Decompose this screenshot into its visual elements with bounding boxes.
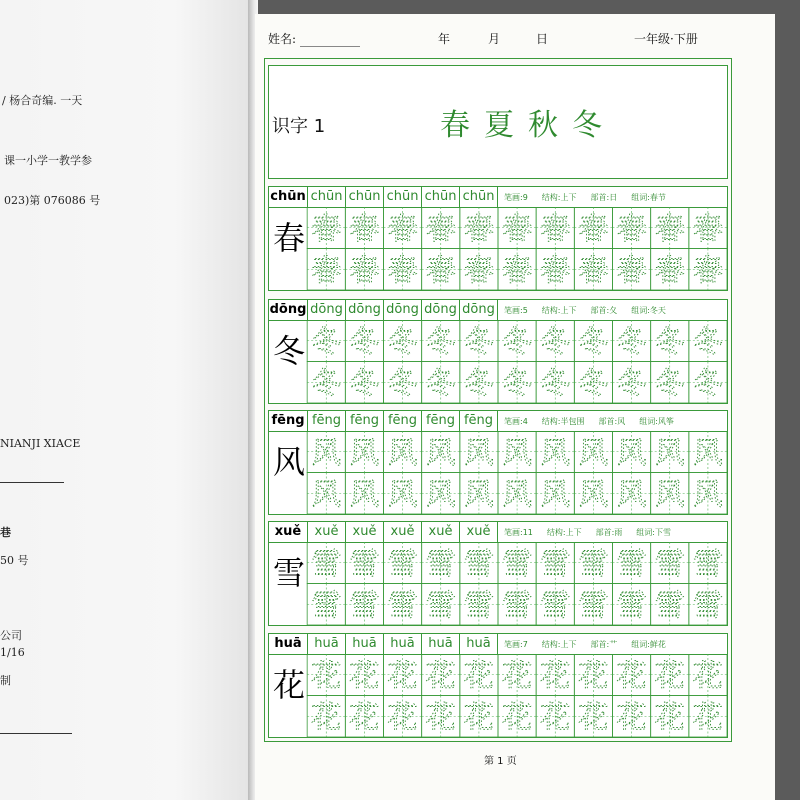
pinyin-trace: huā xyxy=(459,634,497,654)
info-strokes: 笔画:5 xyxy=(504,305,528,315)
trace-char: 冬 xyxy=(654,366,685,402)
pinyin-trace: chūn xyxy=(459,187,497,207)
writing-grid xyxy=(269,207,727,290)
left-rule xyxy=(0,482,64,483)
pinyin-main: fēng xyxy=(271,413,305,428)
pinyin-trace: chūn xyxy=(421,187,459,207)
trace-char: 花 xyxy=(311,658,342,694)
character-block xyxy=(268,299,728,404)
trace-char: 春 xyxy=(349,253,380,289)
pinyin-trace: xuě xyxy=(459,522,497,542)
trace-char: 春 xyxy=(349,211,380,247)
trace-char: 冬 xyxy=(387,366,418,402)
name-label: 姓名: xyxy=(268,32,297,46)
left-text-line: 制 xyxy=(0,674,11,687)
trace-char: 春 xyxy=(502,253,533,289)
trace-char: 风 xyxy=(502,477,533,513)
pinyin-trace: fēng xyxy=(345,411,383,431)
trace-char: 花 xyxy=(502,700,533,736)
trace-char: 冬 xyxy=(502,324,533,360)
pinyin-trace: huā xyxy=(345,634,383,654)
trace-char: 风 xyxy=(311,435,342,471)
left-text-line: NIANJI XIACE xyxy=(0,437,81,450)
trace-char: 风 xyxy=(425,435,456,471)
pinyin-trace: dōng xyxy=(345,300,383,320)
trace-char: 冬 xyxy=(654,324,685,360)
trace-char: 花 xyxy=(692,700,723,736)
trace-char: 雪 xyxy=(540,546,571,582)
pinyin-row xyxy=(269,522,727,543)
trace-char: 雪 xyxy=(616,546,647,582)
trace-char: 风 xyxy=(654,435,685,471)
trace-char: 春 xyxy=(425,211,456,247)
trace-char: 冬 xyxy=(425,366,456,402)
trace-char: 花 xyxy=(425,700,456,736)
pinyin-row xyxy=(269,300,727,321)
trace-char: 花 xyxy=(578,658,609,694)
trace-char: 风 xyxy=(540,435,571,471)
trace-char: 雪 xyxy=(425,588,456,624)
trace-char: 冬 xyxy=(311,366,342,402)
pinyin-trace: chūn xyxy=(345,187,383,207)
trace-char: 风 xyxy=(387,435,418,471)
trace-char: 花 xyxy=(311,700,342,736)
trace-char: 花 xyxy=(463,700,494,736)
info-strokes: 笔画:4 xyxy=(504,416,528,426)
trace-char: 春 xyxy=(654,253,685,289)
left-text-line: 公司 xyxy=(0,629,22,642)
pinyin-main: xuě xyxy=(274,524,302,539)
trace-char: 雪 xyxy=(654,546,685,582)
month-label: 月 xyxy=(488,32,501,46)
trace-char: 春 xyxy=(425,253,456,289)
trace-char: 雪 xyxy=(349,588,380,624)
char-info xyxy=(497,522,727,542)
trace-char: 春 xyxy=(311,253,342,289)
trace-char: 风 xyxy=(616,435,647,471)
trace-char: 春 xyxy=(578,253,609,289)
trace-char: 冬 xyxy=(692,324,723,360)
pinyin-trace: chūn xyxy=(307,187,345,207)
pinyin-row xyxy=(269,634,727,655)
pinyin-trace: dōng xyxy=(421,300,459,320)
trace-char: 冬 xyxy=(502,366,533,402)
info-radical: 部首:风 xyxy=(598,416,626,426)
trace-char: 花 xyxy=(349,700,380,736)
info-structure: 结构:上下 xyxy=(541,305,577,315)
left-text-line: 课一小学一教学参 xyxy=(4,154,92,167)
trace-char: 风 xyxy=(425,477,456,513)
grade-label: 一年级·下册 xyxy=(634,32,698,46)
trace-char: 冬 xyxy=(463,324,494,360)
trace-char: 风 xyxy=(692,435,723,471)
trace-char: 春 xyxy=(463,211,494,247)
pinyin-row xyxy=(269,411,727,432)
trace-char: 风 xyxy=(463,477,494,513)
trace-char: 冬 xyxy=(578,366,609,402)
left-text-line: 50 号 xyxy=(0,554,29,567)
trace-char: 雪 xyxy=(387,588,418,624)
trace-char: 雪 xyxy=(311,546,342,582)
trace-char: 风 xyxy=(349,435,380,471)
trace-char: 雪 xyxy=(578,588,609,624)
model-character: 冬 xyxy=(272,332,305,370)
writing-grid xyxy=(269,654,727,737)
trace-char: 冬 xyxy=(692,366,723,402)
char-info xyxy=(497,634,727,654)
trace-char: 花 xyxy=(692,658,723,694)
trace-char: 春 xyxy=(692,211,723,247)
pinyin-row xyxy=(269,187,727,208)
trace-char: 风 xyxy=(616,477,647,513)
info-structure: 结构:上下 xyxy=(546,527,582,537)
trace-char: 冬 xyxy=(463,366,494,402)
trace-char: 花 xyxy=(387,658,418,694)
left-text-line: / 杨合奇编. 一天 xyxy=(2,94,83,107)
pinyin-trace: fēng xyxy=(307,411,345,431)
trace-char: 雪 xyxy=(654,588,685,624)
trace-char: 雪 xyxy=(692,546,723,582)
info-strokes: 笔画:11 xyxy=(504,527,533,537)
trace-char: 冬 xyxy=(540,366,571,402)
trace-char: 风 xyxy=(502,435,533,471)
trace-char: 雪 xyxy=(540,588,571,624)
info-structure: 结构:上下 xyxy=(541,192,577,202)
model-character: 春 xyxy=(272,219,305,257)
trace-char: 花 xyxy=(502,658,533,694)
trace-char: 雪 xyxy=(502,546,533,582)
pinyin-trace: chūn xyxy=(383,187,421,207)
info-structure: 结构:上下 xyxy=(541,639,577,649)
model-character: 风 xyxy=(272,443,305,481)
trace-char: 春 xyxy=(502,211,533,247)
trace-char: 春 xyxy=(578,211,609,247)
char-info xyxy=(497,411,727,431)
trace-char: 花 xyxy=(463,658,494,694)
lesson-title: 识字 1 xyxy=(272,116,326,137)
trace-char: 冬 xyxy=(311,324,342,360)
trace-char: 春 xyxy=(311,211,342,247)
trace-char: 雪 xyxy=(578,546,609,582)
trace-char: 冬 xyxy=(349,324,380,360)
trace-char: 春 xyxy=(654,211,685,247)
info-word: 组词:风筝 xyxy=(639,416,674,426)
trace-char: 风 xyxy=(349,477,380,513)
trace-char: 春 xyxy=(540,211,571,247)
trace-char: 雪 xyxy=(311,588,342,624)
trace-char: 冬 xyxy=(387,324,418,360)
pinyin-trace: fēng xyxy=(421,411,459,431)
trace-char: 冬 xyxy=(540,324,571,360)
left-text-line: 巷 xyxy=(0,526,11,539)
page-number: 第 1 页 xyxy=(484,756,517,767)
info-radical: 部首:雨 xyxy=(595,527,623,537)
pinyin-trace: dōng xyxy=(307,300,345,320)
trace-char: 风 xyxy=(387,477,418,513)
pinyin-main: dōng xyxy=(269,302,307,317)
trace-char: 冬 xyxy=(616,324,647,360)
trace-char: 冬 xyxy=(616,366,647,402)
trace-char: 风 xyxy=(311,477,342,513)
trace-char: 风 xyxy=(540,477,571,513)
writing-grid xyxy=(269,320,727,403)
left-rule xyxy=(0,733,72,734)
pinyin-trace: huā xyxy=(383,634,421,654)
info-word: 组词:鲜花 xyxy=(631,639,666,649)
info-radical: 部首:夂 xyxy=(590,305,618,315)
trace-char: 春 xyxy=(463,253,494,289)
char-info xyxy=(497,187,727,207)
poem-title: 春夏秋冬 xyxy=(440,108,616,143)
trace-char: 冬 xyxy=(578,324,609,360)
pinyin-main: chūn xyxy=(270,189,306,204)
character-block xyxy=(268,633,728,738)
pinyin-main: huā xyxy=(274,636,302,651)
info-structure: 结构:半包围 xyxy=(541,416,585,426)
trace-char: 花 xyxy=(578,700,609,736)
info-strokes: 笔画:9 xyxy=(504,192,528,202)
pinyin-trace: xuě xyxy=(421,522,459,542)
trace-char: 花 xyxy=(387,700,418,736)
info-radical: 部首:艹 xyxy=(590,639,618,649)
character-block xyxy=(268,410,728,515)
pinyin-trace: dōng xyxy=(383,300,421,320)
model-character: 花 xyxy=(272,666,305,704)
character-block xyxy=(268,521,728,626)
trace-char: 春 xyxy=(692,253,723,289)
trace-char: 风 xyxy=(578,435,609,471)
left-text-line: 023)第 076086 号 xyxy=(4,194,101,207)
trace-char: 风 xyxy=(654,477,685,513)
pinyin-trace: xuě xyxy=(345,522,383,542)
character-block xyxy=(268,186,728,291)
trace-char: 风 xyxy=(692,477,723,513)
left-text-line: 1/16 xyxy=(0,646,25,659)
info-radical: 部首:日 xyxy=(590,192,618,202)
pinyin-trace: fēng xyxy=(459,411,497,431)
writing-grid xyxy=(269,542,727,625)
trace-char: 雪 xyxy=(349,546,380,582)
trace-char: 花 xyxy=(616,700,647,736)
trace-char: 春 xyxy=(616,253,647,289)
trace-char: 花 xyxy=(425,658,456,694)
trace-char: 花 xyxy=(540,700,571,736)
pinyin-trace: xuě xyxy=(383,522,421,542)
trace-char: 雪 xyxy=(387,546,418,582)
pinyin-trace: huā xyxy=(307,634,345,654)
pinyin-trace: huā xyxy=(421,634,459,654)
trace-char: 雪 xyxy=(463,546,494,582)
trace-char: 冬 xyxy=(425,324,456,360)
pinyin-trace: dōng xyxy=(459,300,497,320)
year-label: 年 xyxy=(438,32,451,46)
trace-char: 花 xyxy=(616,658,647,694)
info-word: 组词:下雪 xyxy=(636,527,671,537)
trace-char: 雪 xyxy=(502,588,533,624)
trace-char: 雪 xyxy=(616,588,647,624)
info-strokes: 笔画:7 xyxy=(504,639,528,649)
trace-char: 春 xyxy=(387,211,418,247)
char-info xyxy=(497,300,727,320)
trace-char: 春 xyxy=(387,253,418,289)
model-character: 雪 xyxy=(272,554,305,592)
trace-char: 春 xyxy=(616,211,647,247)
trace-char: 花 xyxy=(654,700,685,736)
writing-grid xyxy=(269,431,727,514)
trace-char: 冬 xyxy=(349,366,380,402)
trace-char: 花 xyxy=(349,658,380,694)
trace-char: 花 xyxy=(540,658,571,694)
info-word: 组词:春节 xyxy=(631,192,666,202)
trace-char: 风 xyxy=(463,435,494,471)
trace-char: 雪 xyxy=(692,588,723,624)
pinyin-trace: fēng xyxy=(383,411,421,431)
name-blank xyxy=(300,46,360,47)
trace-char: 花 xyxy=(654,658,685,694)
trace-char: 雪 xyxy=(463,588,494,624)
trace-char: 春 xyxy=(540,253,571,289)
trace-char: 风 xyxy=(578,477,609,513)
day-label: 日 xyxy=(536,32,549,46)
left-page xyxy=(0,0,250,800)
info-word: 组词:冬天 xyxy=(631,305,666,315)
pinyin-trace: xuě xyxy=(307,522,345,542)
trace-char: 雪 xyxy=(425,546,456,582)
